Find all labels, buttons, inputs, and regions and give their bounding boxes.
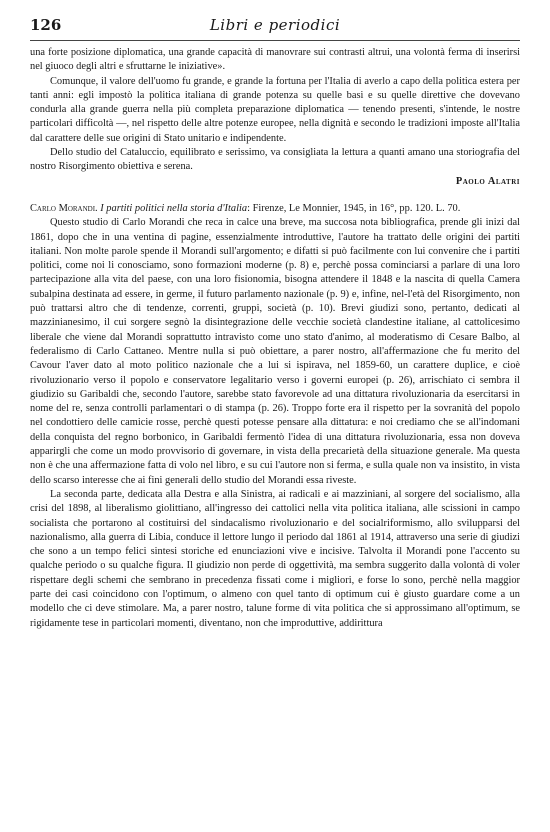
page-header <box>30 16 520 38</box>
header-rule <box>30 40 520 41</box>
review2-paragraph-2: La seconda parte, dedicata alla Destra e alla Sinistra, ai radicali e ai mazziniani, al sorgere del socialismo, alla crisi del 1898, al liberalismo giolittiano, all'ingresso dei cattolici nella vita politica italiana, alle scissioni in campo socialista che portarono al costituirsi del sindacalismo rivoluzionario e del socialriformismo, allo svilupparsi del nazionalismo, alla guerra di Libia, conduce il lettore lungo il periodo dal 1861 al 1914, attraverso una serie di giudizi che sono a un tempo felici sintesi storiche ed enunciazioni vive e incisive. Talvolta il Morandi pone l'accento su qualche periodo o su qualche figura. Il giudizio non perde di oggettività, ma sembra suggerito dalla volontà di voler rispettare degli schemi che sembrano in precedenza fissati come i migliori, e forse lo sono, perchè nella maggior parte dei casi coincidono con l'optimum, o almeno con quel tanto di optimum cui è giusto guardare come a un modello che ci deve stimolare. Ma, a parer nostro, talune forme di vita politica che si approssimano all'optimum, se rigidamente tese in particolari momenti, diventano, non che improduttive, addirittura <box>30 488 520 629</box>
review1-paragraph-3: Dello studio del Cataluccio, equilibrato e serissimo, va consigliata la lettura a quanti amano una storiografia del nostro Risorgimento obiettiva e serena. <box>30 147 520 173</box>
book-title: I partiti politici nella storia d'Italia <box>100 202 248 214</box>
book-publication: : Firenze, Le Monnier, 1945, in 16°, pp. 120. L. 70. <box>247 202 461 214</box>
running-title: Libri e periodici <box>209 16 341 34</box>
page-body <box>30 46 520 631</box>
book-author: Carlo Morandi. <box>30 202 98 214</box>
review1-signature <box>30 175 520 189</box>
review1-paragraph-1: una forte posizione diplomatica, una grande capacità di manovrare sui contrasti altrui, una volontà ferma di inserirsi nel giuoco degli altri e sfruttarne le iniziative». <box>30 47 520 73</box>
review1-paragraph-2: Comunque, il valore dell'uomo fu grande, e grande la fortuna per l'Italia di averlo a capo della politica estera per tanti anni: egli impostò la politica italiana di grande potenza su quelle basi e su quelle direttive che dovevano condurla alla grande guerra nella più completa preparazione diplomatica — tenendo presenti, s'intende, le nostre particolari difficoltà —, nel rispetto delle altre potenze europee, nella dignità e secondo le tradizioni imposte all'Italia dal carattere delle sue origini di Stato unitario e indipendente. <box>30 75 520 144</box>
page-number: 126 <box>30 16 62 34</box>
review2-citation <box>30 202 520 216</box>
review-cataluccio <box>30 46 520 189</box>
signature-name: Paolo Alatri <box>455 175 520 187</box>
review2-paragraph-1: Questo studio di Carlo Morandi che reca in calce una breve, ma succosa nota bibliografica, prende gli inizi dal 1861, dopo che in una ventina di pagine, essenzialmente introduttive, l'autore ha trattato delle origini dei partiti italiani. Non molte parole spende il Morandi sull'argomento; e difatti si può facilmente con lui convenire che i partiti politici, come noi li conosciamo, sono formazioni moderne (p. 8) e, perchè possa cominciarsi a parlare di una loro partecipazione alla vita del paese, con una loro fisionomia, bisogna attendere il 1848 e la nascita di quella Camera subalpina destinata ad essere, in germe, il futuro parlamento nazionale (p. 9) e, infine, nel-l'età del Risorgimento, non può trattarsi altro che di tendenze, correnti, gruppi, società (p. 10). Brevi giudizi sono, pertanto, dedicati al mazzinianesimo, il cui sorgere segnò la disintegrazione delle vecchie società clandestine italiane, al cattolicesimo liberale che viene dal Morandi soprattutto intravisto come uno stato d'animo, al moderatismo di Cesare Balbo, al federalismo di Carlo Cattaneo. Mentre nulla si può obiettare, a parer nostro, all'affermazione che fu merito del Cavour l'aver dato al moto politico nazionale che a lui si ispirava, nel 1859-60, un carattere duplice, e cioè rivoluzionario verso il popolo e conservatore legalitario verso i governi europei (p. 26), arrischiato ci sembra il giudizio su Garibaldi che, secondo l'autore, sarebbe stato favorevole ad una dittatura rivoluzionaria da esercitarsi in nome del re, senza controlli parlamentari o di stampa (p. 26). Troppo forte era il rispetto per la sovranità del popolo nel condottiero delle camicie rosse, perchè questi potesse pensare alla dittatura: e noi crediamo che se all'indomani della conquista del regno borbonico, in Garibaldi fermentò l'idea di una dittatura rivoluzionaria, essa non doveva apparirgli che come un modo provvisorio di governare, in vista della precarietà della situazione generale. Ma questa non è che una affermazione fatta di volo nel libro, e su cui l'autore non si ferma, e sulla quale non va insistito, in vista dello scarso interesse che ai fini generali dello studio del Morandi essa riveste. <box>30 217 520 486</box>
review-morandi <box>30 202 520 631</box>
section-gap <box>30 189 520 202</box>
